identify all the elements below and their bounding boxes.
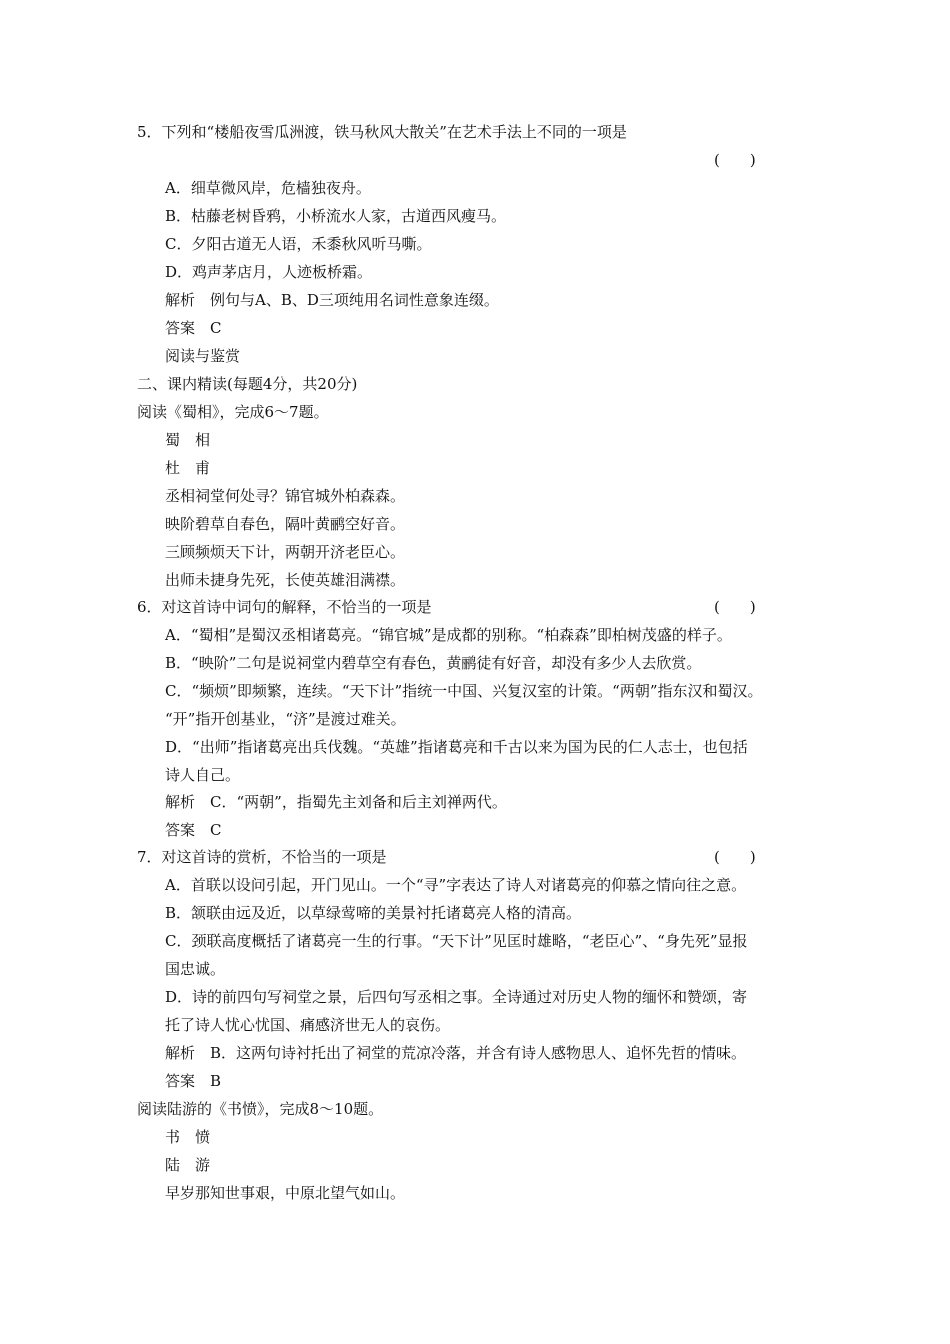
q6-option-d-cont: 诗人自己。: [165, 766, 241, 784]
q6-answer: 答案 C: [165, 821, 222, 839]
reading-intro-2: 阅读陆游的《书愤》，完成8～10题。: [137, 1100, 384, 1118]
q7-option-d-cont: 托了诗人忧心忧国、痛感济世无人的哀伤。: [165, 1016, 451, 1034]
q6-answer-paren: ( ): [714, 598, 756, 616]
q5-option-c: C．夕阳古道无人语，禾黍秋风听马嘶。: [165, 235, 432, 253]
q5-answer-paren: ( ): [714, 151, 756, 169]
q6-stem: 6．对这首诗中词句的解释，不恰当的一项是: [137, 598, 432, 616]
q7-answer: 答案 B: [165, 1072, 222, 1090]
q7-stem: 7．对这首诗的赏析，不恰当的一项是: [137, 848, 387, 866]
q6-option-a: A．“蜀相”是蜀汉丞相诸葛亮。“锦官城”是成都的别称。“柏森森”即柏树茂盛的样子。: [165, 626, 732, 644]
q6-option-d: D．“出师”指诸葛亮出兵伐魏。“英雄”指诸葛亮和千古以来为国为民的仁人志士，也包括: [165, 738, 748, 756]
q6-analysis: 解析 C．“两朝”，指蜀先主刘备和后主刘禅两代。: [165, 793, 507, 811]
q7-analysis: 解析 B．这两句诗衬托出了祠堂的荒凉冷落，并含有诗人感物思人、追怀先哲的情味。: [165, 1044, 747, 1062]
poem2-title: 书 愤: [165, 1128, 211, 1146]
q7-option-d: D．诗的前四句写祠堂之景，后四句写丞相之事。全诗通过对历史人物的缅怀和赞颂，寄: [165, 988, 748, 1006]
q7-option-c: C．颈联高度概括了诸葛亮一生的行事。“天下计”见匡时雄略，“老臣心”、“身先死”显报: [165, 932, 748, 950]
reading-intro-1: 阅读《蜀相》，完成6～7题。: [137, 403, 329, 421]
q7-option-b: B．颔联由远及近，以草绿莺啼的美景衬托诸葛亮人格的清高。: [165, 904, 582, 922]
poem2-author: 陆 游: [165, 1156, 211, 1174]
section-title: 二、课内精读(每题4分，共20分): [137, 375, 358, 393]
q7-answer-paren: ( ): [714, 848, 756, 866]
q6-option-b: B．“映阶”二句是说祠堂内碧草空有春色，黄鹂徒有好音，却没有多少人去欣赏。: [165, 654, 702, 672]
q7-option-a: A．首联以设问引起，开门见山。一个“寻”字表达了诗人对诸葛亮的仰慕之情向往之意。: [165, 876, 747, 894]
poem2-line: 早岁那知世事艰，中原北望气如山。: [165, 1184, 406, 1202]
q6-option-c-cont: “开”指开创基业，“济”是渡过难关。: [165, 710, 406, 728]
section-label: 阅读与鉴赏: [165, 347, 241, 365]
poem1-title: 蜀 相: [165, 431, 211, 449]
poem1-line: 三顾频烦天下计，两朝开济老臣心。: [165, 543, 406, 561]
q5-stem: 5．下列和“楼船夜雪瓜洲渡，铁马秋风大散关”在艺术手法上不同的一项是: [137, 123, 627, 141]
q5-answer: 答案 C: [165, 319, 222, 337]
q6-option-c: C．“频烦”即频繁，连续。“天下计”指统一中国、兴复汉室的计策。“两朝”指东汉和蜀汉。: [165, 682, 763, 700]
poem1-line: 映阶碧草自春色，隔叶黄鹂空好音。: [165, 515, 406, 533]
poem1-line: 出师未捷身先死，长使英雄泪满襟。: [165, 571, 406, 589]
q5-option-a: A．细草微风岸，危樯独夜舟。: [165, 179, 371, 197]
poem1-line: 丞相祠堂何处寻？锦官城外柏森森。: [165, 487, 406, 505]
q5-option-d: D．鸡声茅店月，人迹板桥霜。: [165, 263, 373, 281]
poem1-author: 杜 甫: [165, 459, 211, 477]
q5-analysis: 解析 例句与A、B、D三项纯用名词性意象连缀。: [165, 291, 499, 309]
q5-option-b: B．枯藤老树昏鸦，小桥流水人家，古道西风瘦马。: [165, 207, 507, 225]
q7-option-c-cont: 国忠诚。: [165, 960, 226, 978]
